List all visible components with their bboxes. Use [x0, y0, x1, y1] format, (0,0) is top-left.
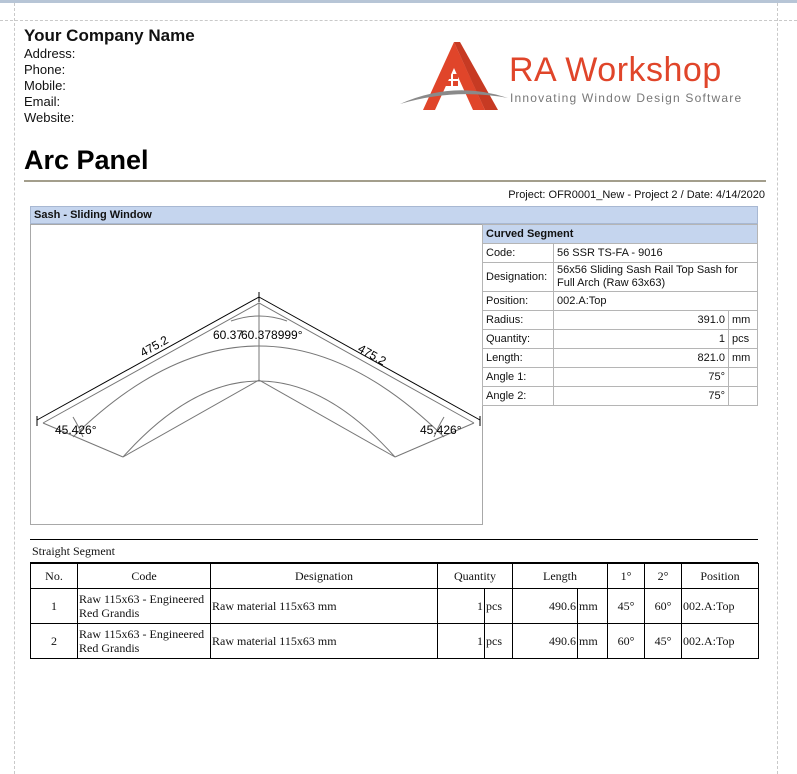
curved-segment-title: Curved Segment: [483, 225, 758, 244]
row-quantity: 1: [438, 589, 485, 624]
col-code: Code: [78, 564, 211, 589]
table-row: [483, 311, 758, 330]
left-joint-line: [123, 380, 259, 457]
top-right-angle-label: 60.378999°: [241, 328, 303, 342]
company-name: Your Company Name: [24, 26, 195, 45]
row-quantity-unit: pcs: [485, 589, 513, 624]
straight-segment-section: [30, 539, 758, 659]
row-position: 002.A:Top: [682, 624, 759, 659]
col-quantity: Quantity: [438, 564, 513, 589]
row-length: 490.6: [513, 589, 578, 624]
table-row: [483, 292, 758, 311]
logo-subtitle: Innovating Window Design Software: [510, 91, 743, 105]
col-length: Length: [513, 564, 608, 589]
row-no: 1: [31, 589, 78, 624]
table-row: [31, 624, 759, 659]
designation-value: 56x56 Sliding Sash Rail Top Sash for Full Arch (Raw 63x63): [554, 263, 758, 292]
row-code: Raw 115x63 - Engineered Red Grandis: [78, 624, 211, 659]
company-block: [24, 26, 195, 126]
row-length: 490.6: [513, 624, 578, 659]
row-designation: Raw material 115x63 mm: [211, 624, 438, 659]
project-info: Project: OFR0001_New - Project 2 / Date: 4/14/2020: [508, 189, 765, 201]
quantity-value: 1: [554, 330, 729, 349]
row-quantity: 1: [438, 624, 485, 659]
row-length-unit: mm: [578, 589, 608, 624]
table-row: [483, 368, 758, 387]
col-no: No.: [31, 564, 78, 589]
table-row: [483, 349, 758, 368]
angle1-unit: [729, 368, 758, 387]
house-logo-icon: [396, 40, 508, 122]
row-position: 002.A:Top: [682, 589, 759, 624]
length-value: 821.0: [554, 349, 729, 368]
angle1-label: Angle 1:: [483, 368, 554, 387]
website-label: Website:: [24, 110, 75, 125]
margin-guide-top: [0, 20, 797, 21]
row-length-unit: mm: [578, 624, 608, 659]
col-angle1: 1°: [608, 564, 645, 589]
quantity-unit: pcs: [729, 330, 758, 349]
code-label: Code:: [483, 244, 554, 263]
email-label: Email:: [24, 94, 61, 109]
radius-label: Radius:: [483, 311, 554, 330]
row-angle2: 60°: [645, 589, 682, 624]
angle2-unit: [729, 387, 758, 406]
designation-label: Designation:: [483, 263, 554, 292]
arc-panel-drawing: [30, 224, 483, 525]
straight-segment-table: [30, 563, 759, 659]
col-angle2: 2°: [645, 564, 682, 589]
margin-guide-left: [14, 3, 15, 774]
row-angle1: 60°: [608, 624, 645, 659]
length-unit: mm: [729, 349, 758, 368]
page-title: Arc Panel: [24, 145, 149, 175]
section-header: Sash - Sliding Window: [30, 206, 758, 224]
angle2-value: 75°: [554, 387, 729, 406]
mobile-label: Mobile:: [24, 78, 66, 93]
dim-left-label: 475.2: [137, 332, 171, 360]
table-header-row: [31, 564, 759, 589]
table-row: [483, 330, 758, 349]
col-designation: Designation: [211, 564, 438, 589]
row-angle2: 45°: [645, 624, 682, 659]
angle1-value: 75°: [554, 368, 729, 387]
length-label: Length:: [483, 349, 554, 368]
angle2-label: Angle 2:: [483, 387, 554, 406]
table-row: [483, 387, 758, 406]
address-label: Address:: [24, 46, 76, 61]
position-label: Position:: [483, 292, 554, 311]
bottom-left-angle-label: 45.426°: [55, 423, 97, 437]
row-code: Raw 115x63 - Engineered Red Grandis: [78, 589, 211, 624]
right-joint-line: [259, 380, 395, 457]
code-value: 56 SSR TS-FA - 9016: [554, 244, 758, 263]
radius-unit: mm: [729, 311, 758, 330]
title-divider: [24, 180, 766, 182]
position-value: 002.A:Top: [554, 292, 758, 311]
curved-segment-table: [482, 224, 758, 406]
table-row: [31, 589, 759, 624]
col-position: Position: [682, 564, 759, 589]
table-row: [483, 263, 758, 292]
bottom-right-angle-label: 45.426°: [420, 423, 462, 437]
straight-segment-title: Straight Segment: [30, 539, 758, 563]
quantity-label: Quantity:: [483, 330, 554, 349]
margin-guide-right: [777, 3, 778, 774]
inner-arc: [123, 381, 395, 457]
row-no: 2: [31, 624, 78, 659]
row-designation: Raw material 115x63 mm: [211, 589, 438, 624]
logo-title: RA Workshop: [509, 51, 722, 89]
ra-workshop-logo: [396, 40, 756, 122]
phone-label: Phone:: [24, 62, 66, 77]
top-left-angle-label: 60.37: [213, 328, 244, 342]
top-border: [0, 0, 797, 3]
radius-value: 391.0: [554, 311, 729, 330]
dim-right-label: 475.2: [355, 341, 389, 369]
row-quantity-unit: pcs: [485, 624, 513, 659]
row-angle1: 45°: [608, 589, 645, 624]
table-row: [483, 244, 758, 263]
dimension-line-left: [37, 297, 259, 420]
